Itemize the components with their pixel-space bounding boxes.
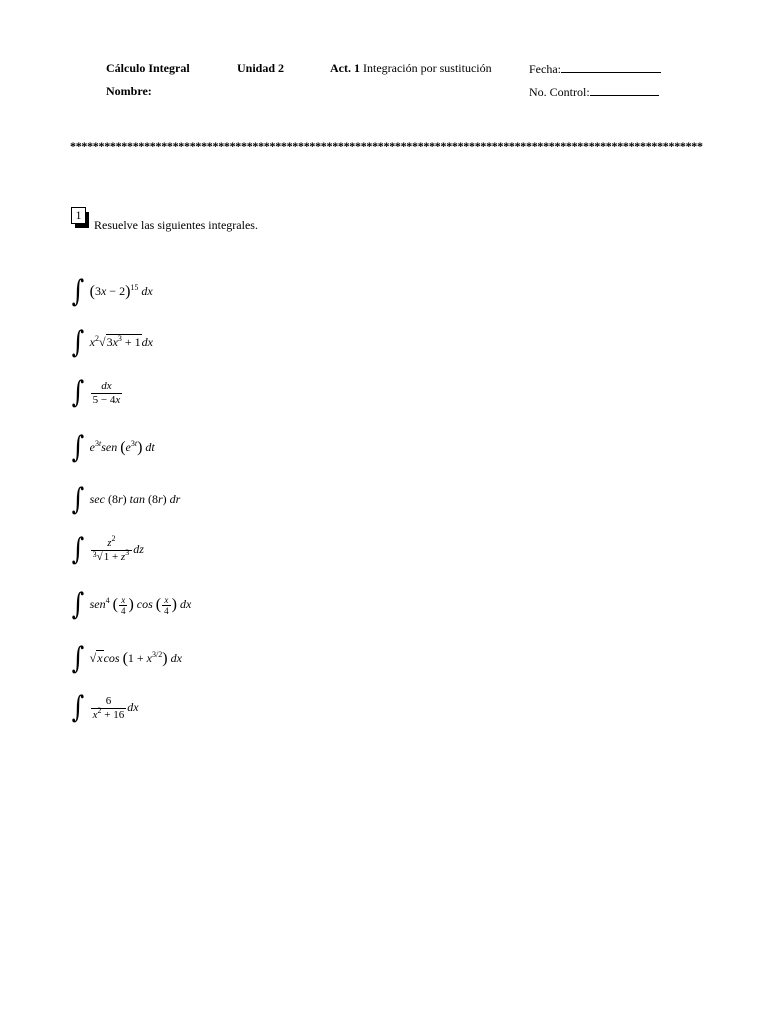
integral-5: ∫ sec (8r) tan (8r) dr bbox=[71, 482, 181, 517]
integral-sign: ∫ bbox=[71, 641, 85, 676]
integral-sign: ∫ bbox=[71, 690, 85, 725]
instruction-text: Resuelve las siguientes integrales. bbox=[94, 218, 258, 232]
integral-8: ∫ √xcos $(1 + x^{3/2})$ dx bbox=[71, 641, 182, 676]
integral-sign: ∫ bbox=[71, 532, 85, 567]
fraction: $\frac{z^2}{^3√1 + z^3}$ bbox=[91, 537, 133, 564]
date-label: Fecha: bbox=[529, 62, 561, 76]
integral-6: ∫ $\frac{z^2}{^3√1 + z^3}$ dz bbox=[71, 532, 144, 567]
integral-4: ∫ $e^{3t}sen$ $(e^{3t})$ dt bbox=[71, 430, 155, 465]
integral-9: ∫ $\frac{6}{x^2 + 16}$ dx bbox=[71, 690, 139, 725]
control-field bbox=[529, 84, 659, 99]
integral-sign: ∫ bbox=[71, 482, 85, 517]
date-blank-line[interactable] bbox=[561, 61, 661, 73]
question-number: 1 bbox=[71, 207, 86, 224]
activity-label bbox=[330, 61, 492, 75]
activity-number: Act. 1 bbox=[330, 61, 360, 75]
activity-title: Integración por sustitución bbox=[363, 61, 492, 75]
control-label: No. Control: bbox=[529, 85, 590, 99]
star-separator: *************************************************************************************************************** bbox=[70, 140, 703, 152]
integral-sign: ∫ bbox=[71, 375, 85, 410]
name-label: Nombre: bbox=[106, 84, 152, 98]
fraction: $\frac{6}{x^2 + 16}$ bbox=[92, 694, 125, 721]
fraction: $\frac{x}{4}$ bbox=[120, 594, 126, 616]
control-blank-line[interactable] bbox=[590, 84, 659, 96]
integral-3 bbox=[70, 375, 123, 410]
integral-sign: ∫ bbox=[71, 274, 85, 309]
date-field bbox=[529, 61, 661, 76]
integral-sign: ∫ bbox=[71, 325, 85, 360]
course-title: Cálculo Integral bbox=[106, 61, 190, 75]
integral-sign: ∫ bbox=[71, 430, 85, 465]
fraction: $\frac{x}{4}$ bbox=[164, 594, 169, 616]
integral-2: ∫ $x^2√3x^3 + 1dx$ bbox=[71, 325, 153, 360]
unit-label: Unidad 2 bbox=[237, 61, 285, 75]
fraction: $\frac{dx}{5 - 4x}$ bbox=[92, 379, 121, 406]
integral-1: ∫ $(3x - 2)^{15}$ dx bbox=[71, 274, 153, 309]
integral-7: ∫ sen$^4$ ( $\frac{x}{4}$ ) cos ( $\frac{x}{4}$ ) dx bbox=[71, 587, 192, 622]
integral-sign: ∫ bbox=[71, 587, 85, 622]
integral-source bbox=[0, 0, 1, 1]
question-number-box bbox=[71, 207, 91, 229]
